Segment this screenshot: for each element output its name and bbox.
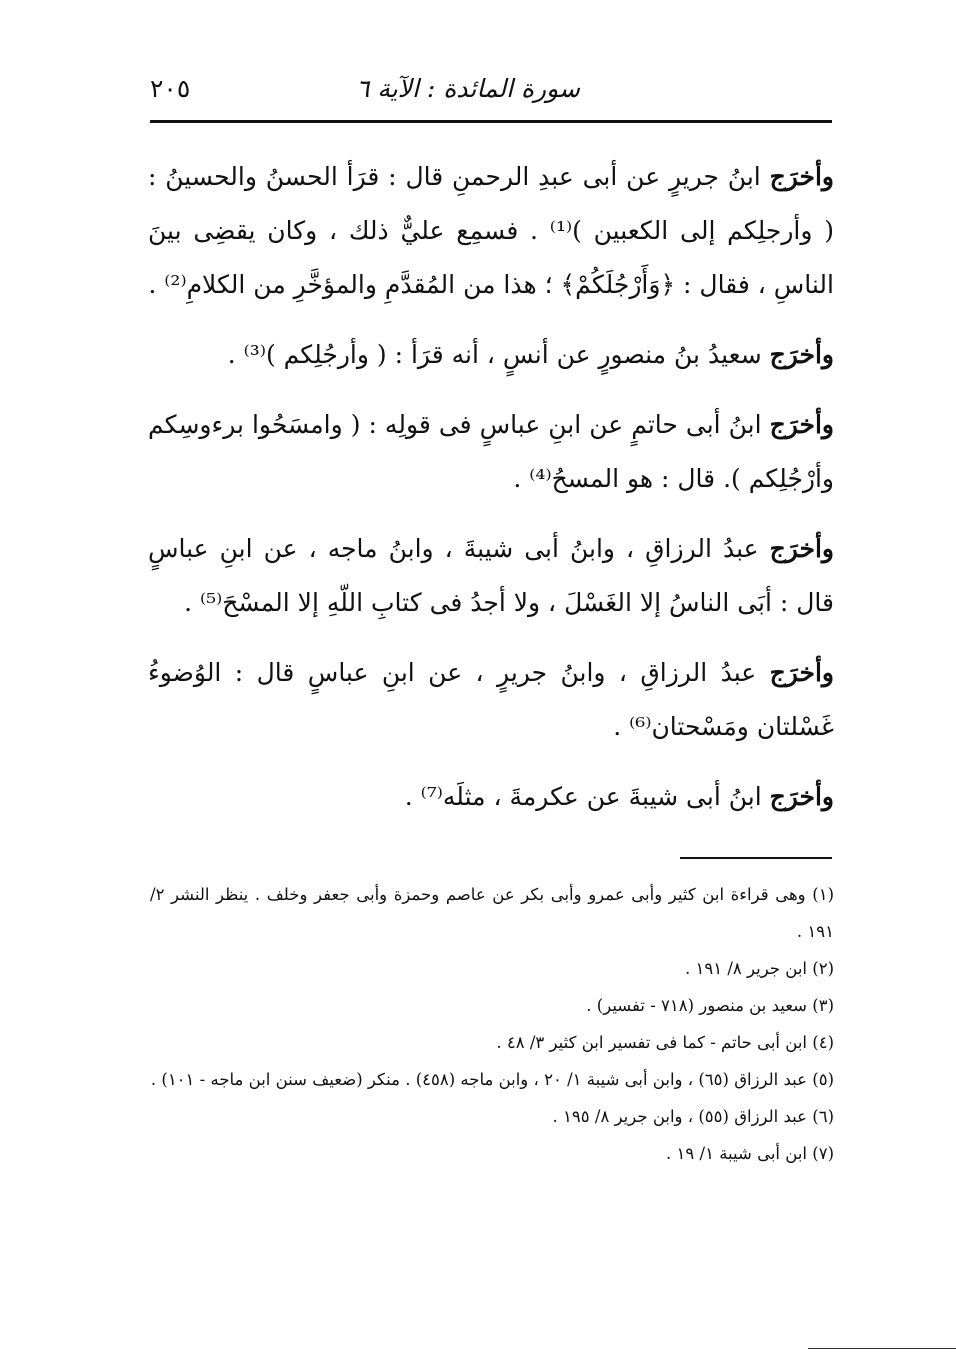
footnote: (٥) عبد الرزاق (٦٥) ، وابن أبى شيبة ١/ ٢٠ ، وابن ماجه (٤٥٨) . منكر (ضعيف سنن ابن ماجه - ١٠١) . <box>150 1070 834 1089</box>
page-number: ٢٠٥ <box>150 74 191 103</box>
paragraph <box>148 646 834 754</box>
paragraph <box>148 150 834 312</box>
footnote: (٣) سعيد بن منصور (٧١٨ - تفسير) . <box>586 996 834 1015</box>
paragraph-opener: وأخرَج <box>769 410 834 439</box>
paragraph <box>148 770 834 824</box>
paragraph-text: ابنُ أبى شيبةَ عن عكرمةَ ، مثلَه⁽⁷⁾ . <box>404 782 770 811</box>
paragraph <box>148 522 834 630</box>
footnotes <box>150 876 834 1172</box>
page-header <box>150 66 830 116</box>
paragraph <box>148 328 834 382</box>
paragraph-opener: وأخرَج <box>769 534 834 563</box>
header-rule <box>150 120 832 123</box>
footnote: (١) وهى قراءة ابن كثير وأبى عمرو وأبى بكر عن عاصم وحمزة وأبى جعفر وخلف . ينظر النشر ٢/ ١٩١ . <box>150 885 834 941</box>
paragraph-opener: وأخرَج <box>769 782 834 811</box>
paragraph-text: ابنُ أبى حاتمٍ عن ابنِ عباسٍ فى قولِه : ( وامسَحُوا برءوسِكم وأرْجُلِكم ). قال : هو المسحُ⁽⁴⁾ . <box>148 410 834 493</box>
footnote: (٧) ابن أبى شيبة ١/ ١٩ . <box>666 1144 834 1163</box>
paragraph-opener: وأخرَج <box>769 340 834 369</box>
paragraph <box>148 398 834 506</box>
paragraph-opener: وأخرَج <box>769 162 834 191</box>
paragraph-opener: وأخرَج <box>769 658 834 687</box>
paragraph-text: سعيدُ بنُ منصورٍ عن أنسٍ ، أنه قرَأ : ( وأرجُلِكم )⁽³⁾ . <box>227 340 770 369</box>
footnote-separator <box>680 857 832 859</box>
footnote: (٦) عبد الرزاق (٥٥) ، وابن جرير ٨/ ١٩٥ . <box>552 1107 834 1126</box>
paragraph-text: عبدُ الرزاقِ ، وابنُ أبى شيبةَ ، وابنُ ماجه ، عن ابنِ عباسٍ قال : أبَى الناسُ إلا الغَسْلَ ، ولا أجدُ فى كتابِ اللّهِ إلا المسْحَ⁽⁵⁾ . <box>148 534 834 617</box>
main-text <box>148 150 834 840</box>
running-title: سورة المائدة : الآية ٦ <box>355 74 580 103</box>
footnote: (٤) ابن أبى حاتم - كما فى تفسير ابن كثير ٣/ ٤٨ . <box>496 1033 834 1052</box>
footnote: (٢) ابن جرير ٨/ ١٩١ . <box>684 959 834 978</box>
paragraph-text: ابنُ جريرٍ عن أبى عبدِ الرحمنِ قال : قرَأ الحسنُ والحسينُ : ( وأرجلِكم إلى الكعبين )⁽¹⁾ . فسمِع عليٌّ ذلك ، وكان يقضِى بينَ الناسِ ، فقال : ﴿وَأَرْجُلَكُمْ﴾ ؛ هذا من المُقدَّمِ والمؤخَّرِ من الكلامِ⁽²⁾ . <box>148 162 834 299</box>
paragraph-text: عبدُ الرزاقِ ، وابنُ جريرٍ ، عن ابنِ عباسٍ قال : الوُضوءُ غَسْلتان ومَسْحتان⁽⁶⁾ . <box>148 658 834 741</box>
bottom-edge-rule <box>808 1348 956 1349</box>
